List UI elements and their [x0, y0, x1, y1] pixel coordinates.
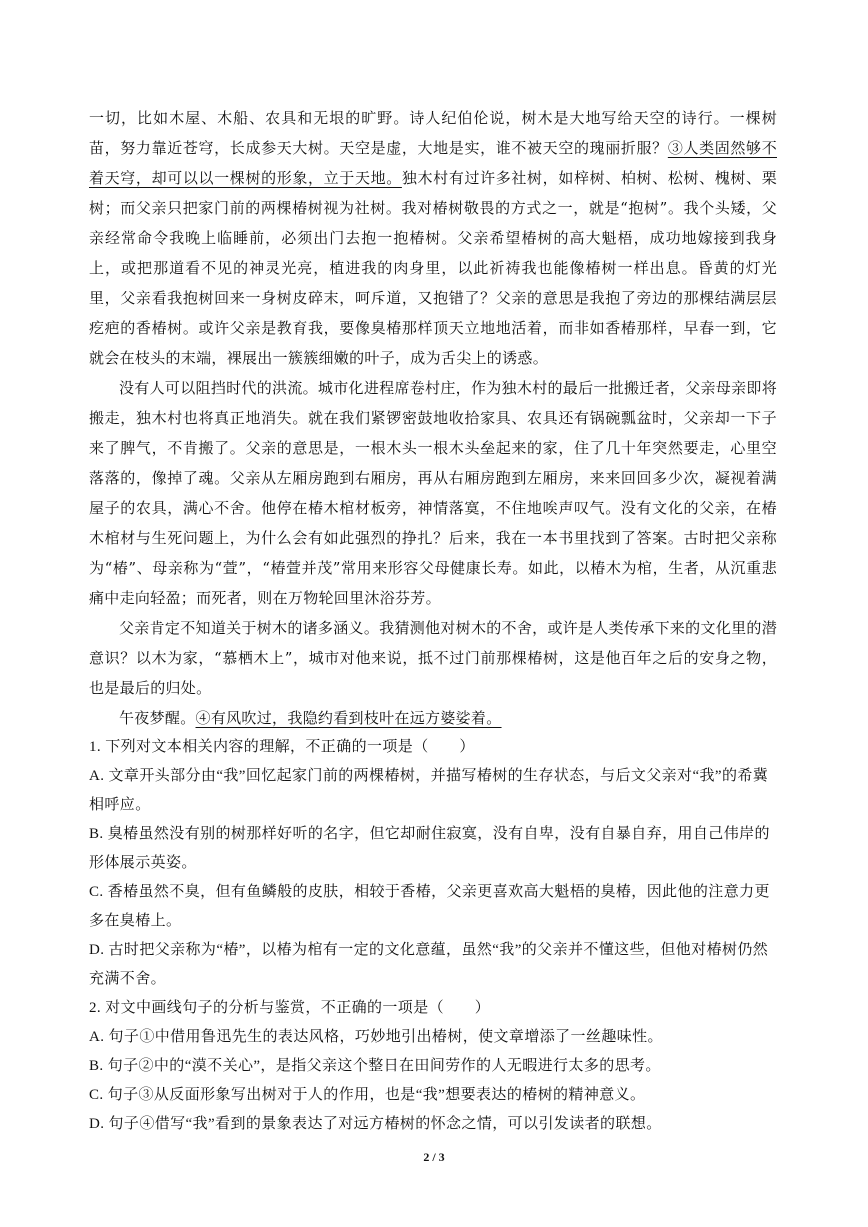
answer-option: B. 臭椿虽然没有别的树那样好听的名字，但它却耐住寂寞，没有自卑，没有自暴自弃，用自己伟岸的形体展示英姿。: [89, 826, 770, 871]
paragraph-text: 父亲肯定不知道关于树木的诸多涵义。我猜测他对树木的不舍，或许是人类传承下来的文化里的潜意识？以木为家，“慕栖木上”，城市对他来说，抵不过门前那棵椿树，这是他百年之后的安身之物，也是最后的归处。: [89, 619, 777, 697]
question-section: [89, 733, 777, 1139]
essay-paragraph: [89, 703, 777, 733]
underlined-sentence: ③人类固然够不着天穹，却可以以一棵树的形象，立于天地。: [89, 139, 777, 187]
answer-option: D. 句子④借写“我”看到的景象表达了对远方椿树的怀念之情，可以引发读者的联想。: [89, 1116, 662, 1132]
essay-text: [89, 103, 777, 733]
paragraph-text: 独木村有过许多社树，如梓树、柏树、松树、槐树、栗树；而父亲只把家门前的两棵椿树视为社树。我对椿树敬畏的方式之一，就是“抱树”。我个头矮，父亲经常命令我晚上临睡前，必须出门去抱一抱椿树。父亲希望椿树的高大魁梧，成功地嫁接到我身上，或把那道看不见的神灵光亮，植进我的肉身里，以此祈祷我也能像椿树一样出息。昏黄的灯光里，父亲看我抱树回来一身树皮碎末，呵斥道，又抱错了？父亲的意思是我抱了旁边的那棵结满层层疙疤的香椿树。或许父亲是教育我，要像臭椿那样顶天立地地活着，而非如香椿那样，早春一到，它就会在枝头的末端，裸展出一簇簇细嫩的叶子，成为舌尖上的诱惑。: [89, 169, 777, 367]
answer-option: C. 香椿虽然不臭，但有鱼鳞般的皮肤，相较于香椿，父亲更喜欢高大魁梧的臭椿，因此他的注意力更多在臭椿上。: [89, 884, 770, 929]
answer-option: D. 古时把父亲称为“椿”，以椿为棺有一定的文化意蕴，虽然“我”的父亲并不懂这些，但他对椿树仍然充满不舍。: [89, 942, 769, 987]
answer-option: A. 文章开头部分由“我”回忆起家门前的两棵椿树，并描写椿树的生存状态，与后文父亲对“我”的希冀相呼应。: [89, 768, 769, 813]
paragraph-text: 午夜梦醒。: [119, 709, 196, 727]
question-stem: 1. 下列对文本相关内容的理解，不正确的一项是（ ）: [89, 739, 475, 755]
question-stem: 2. 对文中画线句子的分析与鉴赏，不正确的一项是（ ）: [89, 1000, 491, 1016]
essay-paragraph: [89, 103, 777, 373]
paragraph-text: 没有人可以阻挡时代的洪流。城市化进程席卷村庄，作为独木村的最后一批搬迁者，父亲母亲即将搬走，独木村也将真正地消失。就在我们紧锣密鼓地收拾家具、农具还有锅碗瓢盆时，父亲却一下子来了脾气，不肯搬了。父亲的意思是，一根木头一根木头垒起来的家，住了几十年突然要走，心里空落落的，像掉了魂。父亲从左厢房跑到右厢房，再从右厢房跑到左厢房，来来回回多少次，凝视着满屋子的农具，满心不舍。他停在椿木棺材板旁，神情落寞，不住地唉声叹气。没有文化的父亲，在椿木棺材与生死问题上，为什么会有如此强烈的挣扎？后来，我在一本书里找到了答案。古时把父亲称为“椿”、母亲称为“萱”，“椿萱并茂”常用来形容父母健康长寿。如此，以椿木为棺，生者，从沉重悲痛中走向轻盈；而死者，则在万物轮回里沐浴芬芳。: [89, 379, 777, 607]
answer-option: A. 句子①中借用鲁迅先生的表达风格，巧妙地引出椿树，使文章增添了一丝趣味性。: [89, 1029, 663, 1045]
essay-paragraph: [89, 373, 777, 613]
page-content: [89, 103, 777, 1139]
underlined-sentence: ④有风吹过，我隐约看到枝叶在远方婆娑着。: [195, 709, 502, 727]
paragraph-text: 一切，比如木屋、木船、农具和无垠的旷野。诗人纪伯伦说，树木是大地写给天空的诗行。一棵树苗，努力靠近苍穹，长成参天大树。天空是虚，大地是实，谁不被天空的瑰丽折服？: [89, 109, 777, 157]
page-number: 2 / 3: [423, 1150, 445, 1164]
answer-option: C. 句子③从反面形象写出树对于人的作用，也是“我”想要表达的椿树的精神意义。: [89, 1087, 646, 1103]
answer-option: B. 句子②中的“漠不关心”，是指父亲这个整日在田间劳作的人无暇进行太多的思考。: [89, 1058, 661, 1074]
essay-paragraph: [89, 613, 777, 703]
